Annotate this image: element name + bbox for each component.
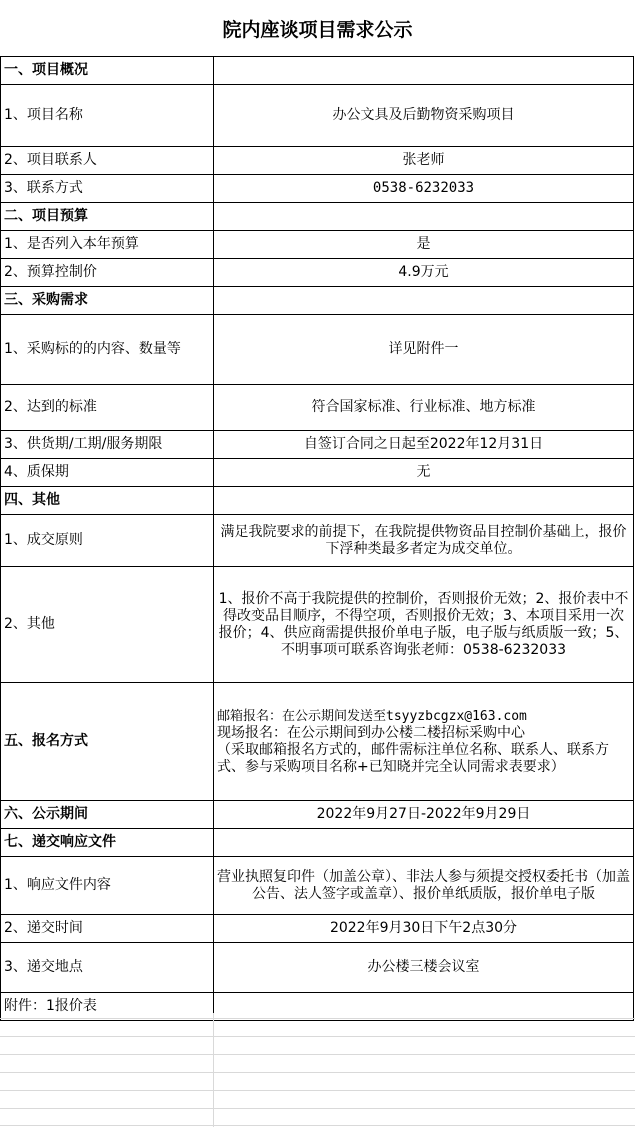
gridline	[0, 1072, 635, 1073]
attachment-label: 附件：1报价表	[1, 993, 214, 1021]
project-name-value: 办公文具及后勤物资采购项目	[214, 85, 634, 147]
table-row	[1, 487, 634, 515]
contact-phone-value: 0538-6232033	[214, 175, 634, 203]
row-label: 2、递交时间	[1, 915, 214, 943]
table-row	[1, 57, 634, 85]
table-row	[1, 203, 634, 231]
registration-note-line: （采取邮箱报名方式的，邮件需标注单位名称、联系人、联系方式、参与采购项目名称+已知晓并完全认同需求表要求）	[217, 741, 609, 775]
row-label: 2、其他	[1, 567, 214, 683]
row-label: 4、质保期	[1, 459, 214, 487]
row-label: 2、达到的标准	[1, 385, 214, 431]
cell-value	[214, 287, 634, 315]
section-heading: 三、采购需求	[1, 287, 214, 315]
table-row	[1, 431, 634, 459]
email-registration-line: 邮箱报名：在公示期间发送至tsyyzbcgzx@163.com	[217, 708, 527, 724]
in-budget-value: 是	[214, 231, 634, 259]
table-row	[1, 857, 634, 915]
row-label: 1、是否列入本年预算	[1, 231, 214, 259]
row-label: 3、联系方式	[1, 175, 214, 203]
submission-time-value: 2022年9月30日下午2点30分	[214, 915, 634, 943]
table-row	[1, 231, 634, 259]
contact-person-value: 张老师	[214, 147, 634, 175]
row-label: 1、项目名称	[1, 85, 214, 147]
gridline	[0, 1054, 635, 1055]
page-title: 院内座谈项目需求公示	[222, 18, 413, 41]
registration-method-cell	[214, 683, 634, 801]
announcement-period-value: 2022年9月27日-2022年9月29日	[214, 801, 634, 829]
row-label: 2、预算控制价	[1, 259, 214, 287]
cell-value	[214, 57, 634, 85]
table-row	[1, 567, 634, 683]
onsite-registration-line: 现场报名：在公示期间到办公楼二楼招标采购中心	[217, 724, 525, 741]
row-label: 3、递交地点	[1, 943, 214, 993]
requirements-table	[0, 56, 634, 1021]
section-heading: 五、报名方式	[1, 683, 214, 801]
cell-value	[214, 829, 634, 857]
row-label: 1、采购标的的内容、数量等	[1, 315, 214, 385]
section-heading: 六、公示期间	[1, 801, 214, 829]
table-row	[1, 147, 634, 175]
table-row	[1, 515, 634, 567]
table-row	[1, 385, 634, 431]
table-row	[1, 459, 634, 487]
table-row	[1, 315, 634, 385]
gridline	[0, 1018, 635, 1019]
standards-value: 符合国家标准、行业标准、地方标准	[214, 385, 634, 431]
table-row	[1, 85, 634, 147]
table-row	[1, 259, 634, 287]
section-heading: 四、其他	[1, 487, 214, 515]
procurement-content-value: 详见附件一	[214, 315, 634, 385]
row-label: 2、项目联系人	[1, 147, 214, 175]
table-row	[1, 175, 634, 203]
table-row	[1, 801, 634, 829]
gridline	[0, 1108, 635, 1109]
other-terms-value: 1、报价不高于我院提供的控制价，否则报价无效；2、报价表中不得改变品目顺序，不得空项，否则报价无效；3、本项目采用一次报价；4、供应商需提供报价单电子版，电子版与纸质版一致；5、不明事项可联系咨询张老师：0538-6232033	[214, 567, 634, 683]
gridline	[0, 1090, 635, 1091]
warranty-value: 无	[214, 459, 634, 487]
empty-sheet-gridlines	[0, 1013, 635, 1127]
response-docs-value: 营业执照复印件（加盖公章）、非法人参与须提交授权委托书（加盖公告、法人签字或盖章）、报价单纸质版，报价单电子版	[214, 857, 634, 915]
table-row	[1, 829, 634, 857]
cell-value	[214, 487, 634, 515]
row-label: 3、供货期/工期/服务期限	[1, 431, 214, 459]
deal-principle-value: 满足我院要求的前提下，在我院提供物资品目控制价基础上，报价下浮种类最多者定为成交单位。	[214, 515, 634, 567]
cell-value	[214, 203, 634, 231]
row-label: 1、成交原则	[1, 515, 214, 567]
budget-price-value: 4.9万元	[214, 259, 634, 287]
table-row	[1, 683, 634, 801]
table-row	[1, 915, 634, 943]
submission-place-value: 办公楼三楼会议室	[214, 943, 634, 993]
table-row	[1, 287, 634, 315]
table-row	[1, 943, 634, 993]
section-heading: 七、递交响应文件	[1, 829, 214, 857]
gridline	[213, 1013, 214, 1127]
section-heading: 一、项目概况	[1, 57, 214, 85]
gridline	[0, 1125, 635, 1126]
row-label: 1、响应文件内容	[1, 857, 214, 915]
section-heading: 二、项目预算	[1, 203, 214, 231]
gridline	[0, 1036, 635, 1037]
delivery-period-value: 自签订合同之日起至2022年12月31日	[214, 431, 634, 459]
